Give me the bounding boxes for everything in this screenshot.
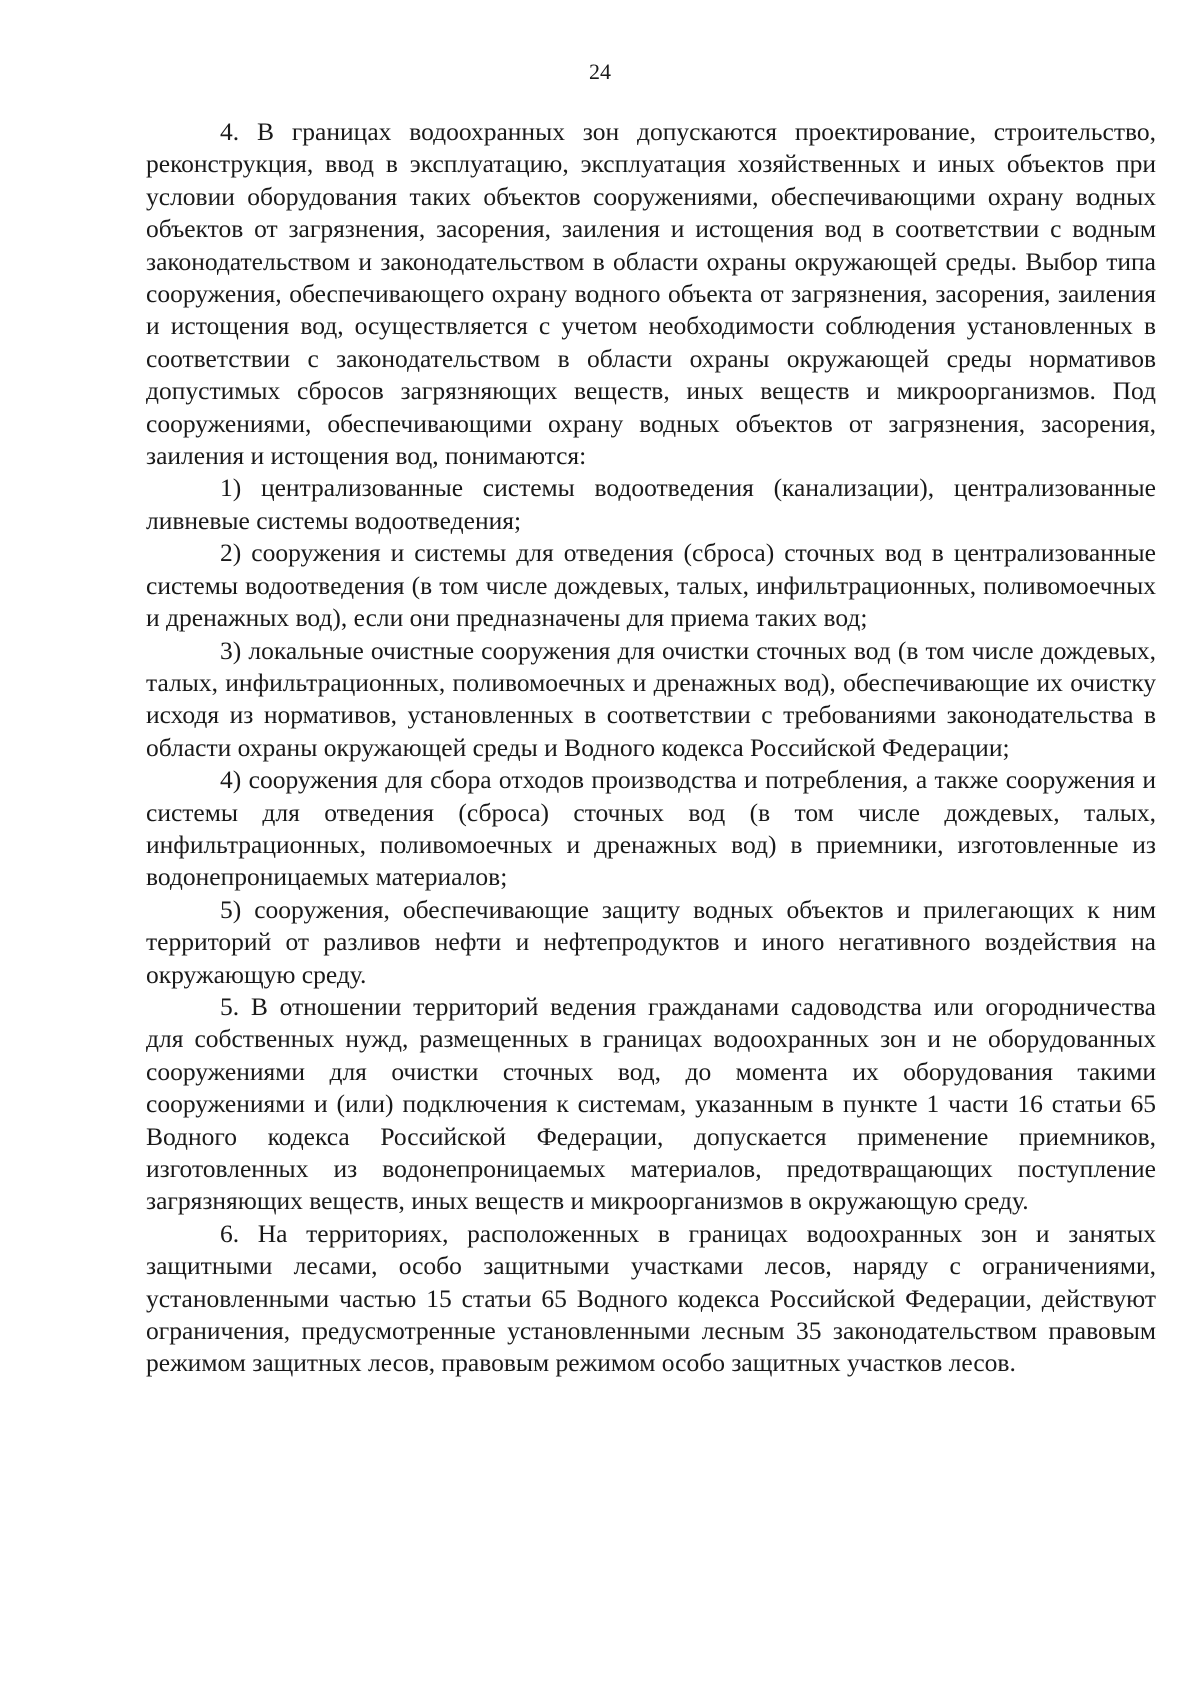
paragraph-item-6: 6. На территориях, расположенных в границах водоохранных зон и занятых защитными лесами, особо защитными участками лесов, наряду с ограничениями, установленными частью 15 статьи 65 Водного кодекса Российской Федерации, действуют ограничения, предусмотренные установленными лесным 35 законодательством правовым режимом защитных лесов, правовым режимом особо защитных участков лесов. xyxy=(146,1218,1156,1378)
page-number: 24 xyxy=(589,59,611,84)
paragraph-item-4: 4. В границах водоохранных зон допускаются проектирование, строительство, реконструкция, ввод в эксплуатацию, эксплуатация хозяйственных и иных объектов при условии оборудования таких объектов сооружениями, обеспечивающими охрану водных объектов от загрязнения, засорения, заиления и истощения вод в соответствии с водным законодательством и законодательством в области охраны окружающей среды. Выбор типа сооружения, обеспечивающего охрану водного объекта от загрязнения, засорения, заиления и истощения вод, осуществляется с учетом необходимости соблюдения установленных в соответствии с законодательством в области охраны окружающей среды нормативов допустимых сбросов загрязняющих веществ, иных веществ и микроорганизмов. Под сооружениями, обеспечивающими охрану водных объектов от загрязнения, засорения, заиления и истощения вод, понимаются: xyxy=(146,117,1156,471)
list-item-5: 5) сооружения, обеспечивающие защиту водных объектов и прилегающих к ним территорий от разливов нефти и нефтепродуктов и иного негативного воздействия на окружающую среду. xyxy=(146,894,1156,989)
list-item-2: 2) сооружения и системы для отведения (сброса) сточных вод в централизованные системы водоотведения (в том числе дождевых, талых, инфильтрационных, поливомоечных и дренажных вод), если они предназначены для приема таких вод; xyxy=(146,538,1156,633)
list-item-3: 3) локальные очистные сооружения для очистки сточных вод (в том числе дождевых, талых, инфильтрационных, поливомоечных и дренажных вод), обеспечивающие их очистку исходя из нормативов, установленных в соответствии с требованиями законодательства в области охраны окружающей среды и Водного кодекса Российской Федерации; xyxy=(146,635,1156,762)
document-body xyxy=(146,116,1156,1380)
list-item-4: 4) сооружения для сбора отходов производства и потребления, а также сооружения и системы для отведения (сброса) сточных вод (в том числе дождевых, талых, инфильтрационных, поливомоечных и дренажных вод) в приемники, изготовленные из водонепроницаемых материалов; xyxy=(146,765,1156,892)
list-item-1: 1) централизованные системы водоотведения (канализации), централизованные ливневые системы водоотведения; xyxy=(146,473,1156,535)
paragraph-item-5: 5. В отношении территорий ведения гражданами садоводства или огородничества для собственных нужд, размещенных в границах водоохранных зон и не оборудованных сооружениями для очистки сточных вод, до момента их оборудования такими сооружениями и (или) подключения к системам, указанным в пункте 1 части 16 статьи 65 Водного кодекса Российской Федерации, допускается применение приемников, изготовленных из водонепроницаемых материалов, предотвращающих поступление загрязняющих веществ, иных веществ и микроорганизмов в окружающую среду. xyxy=(146,991,1156,1216)
